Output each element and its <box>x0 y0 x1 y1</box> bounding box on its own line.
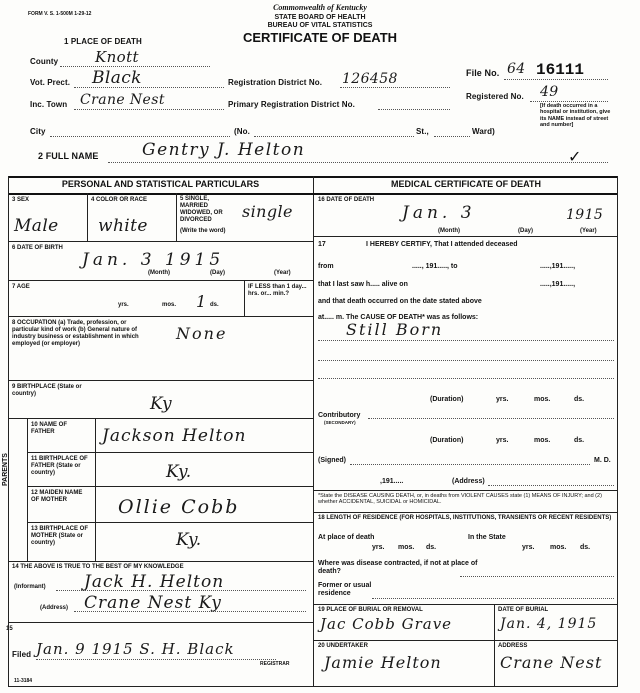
signed-date: ,191..... <box>380 478 404 485</box>
registered-no-label: Registered No. <box>466 92 524 101</box>
cause-footnote: *State the DISEASE CAUSING DEATH, or, in deaths from VIOLENT CAUSES state (1) MEANS OF INJURY; and (2) whether ACCIDENTAL, SUICIDAL or HOMICIDAL. <box>318 493 602 506</box>
duration-mos-1: mos. <box>534 396 551 403</box>
informant-statement: 14 THE ABOVE IS TRUE TO THE BEST OF MY KNOWLEDGE <box>12 564 184 570</box>
occurred-text: and that death occurred on the date stated above <box>318 298 482 305</box>
file-no-stamp: 16111 <box>536 61 585 79</box>
duration-ds-2: ds. <box>574 437 585 444</box>
full-name-label: 2 FULL NAME <box>38 151 99 161</box>
father-name-label: 10 NAME OF FATHER <box>31 422 68 435</box>
cause-text: at..... m. The CAUSE OF DEATH* was as follows: <box>318 314 479 321</box>
registered-no-value: 49 <box>540 84 559 100</box>
burial-label: 19 PLACE OF BURIAL OR REMOVAL <box>318 607 423 613</box>
burial-value: Jac Cobb Grave <box>320 615 453 633</box>
registration-district-value: 126458 <box>342 71 398 87</box>
father-birthplace-value: Ky. <box>166 462 192 482</box>
in-state-ds: ds. <box>580 544 591 551</box>
cause-value: Still Born <box>346 320 444 339</box>
signed-address-label: (Address) <box>452 478 485 485</box>
age-ds-label: ds. <box>210 302 219 308</box>
less-than-label: IF LESS than 1 day... hrs. or... min.? <box>248 284 307 297</box>
at-place-ds: ds. <box>426 544 437 551</box>
death-day-label: (Day) <box>518 228 534 234</box>
undertaker-address-label: ADDRESS <box>498 643 528 649</box>
marital-note: (Write the word) <box>180 228 226 234</box>
at-place-label: At place of death <box>318 534 375 541</box>
md-label: M. D. <box>594 457 611 464</box>
bureau-heading: BUREAU OF VITAL STATISTICS <box>267 22 373 29</box>
age-value: 1 <box>196 292 207 311</box>
city-label: City <box>30 127 46 136</box>
death-year-value: 1915 <box>566 207 604 223</box>
dob-month-label: (Month) <box>148 270 170 276</box>
in-state-label: In the State <box>468 534 506 541</box>
undertaker-address-value: Crane Nest <box>500 653 603 672</box>
death-date-value: Jan. 3 <box>402 203 476 223</box>
disease-contracted-label: Where was disease contracted, if not at place of death? <box>318 560 478 576</box>
place-of-death-label: 1 PLACE OF DEATH <box>64 37 142 46</box>
from-label: from <box>318 263 334 270</box>
signed-label: (Signed) <box>318 457 346 464</box>
registrar-label: REGISTRAR <box>260 661 290 667</box>
sex-label: 3 SEX <box>12 197 30 203</box>
residence-label: 18 LENGTH OF RESIDENCE (FOR HOSPITALS, INSTITUTIONS, TRANSIENTS OR RECENT RESIDENTS) <box>318 515 612 521</box>
father-name-value: Jackson Helton <box>102 426 247 446</box>
death-month-label: (Month) <box>438 228 460 234</box>
sex-value: Male <box>14 216 59 236</box>
at-place-yrs: yrs. <box>372 544 385 551</box>
color-label: 4 COLOR OR RACE <box>91 197 148 203</box>
age-mos-label: mos. <box>162 302 177 308</box>
color-value: white <box>98 216 148 236</box>
duration-mos-2: mos. <box>534 437 551 444</box>
last-saw-text: that I last saw h..... alive on <box>318 281 408 288</box>
personal-heading: PERSONAL AND STATISTICAL PARTICULARS <box>61 179 260 189</box>
file-no-value: 64 <box>507 61 526 77</box>
mother-name-value: Ollie Cobb <box>118 496 240 518</box>
informant-address-label: (Address) <box>40 605 69 611</box>
duration-ds-1: ds. <box>574 396 585 403</box>
duration-yrs-1: yrs. <box>496 396 509 403</box>
at-place-mos: mos. <box>398 544 415 551</box>
undertaker-label: 20 UNDERTAKER <box>318 643 368 649</box>
inc-town-label: Inc. Town <box>30 100 68 109</box>
medical-heading: MEDICAL CERTIFICATE OF DEATH <box>391 179 541 189</box>
registration-district-label: Registration District No. <box>228 78 323 87</box>
certificate-title: CERTIFICATE OF DEATH <box>242 30 398 45</box>
duration-label-2: (Duration) <box>430 437 464 444</box>
parents-side-label: PARENTS <box>2 453 9 486</box>
vot-precinct-label: Vot. Prect. <box>30 78 71 87</box>
center-divider <box>313 176 314 686</box>
death-date-label: 16 DATE OF DEATH <box>318 197 375 203</box>
secondary-label: (SECONDARY) <box>324 420 356 425</box>
hospital-note: [If death occurred in a hospital or institution, give its NAME instead of street and number] <box>540 103 611 128</box>
certify-text: I HEREBY CERTIFY, That I attended deceased <box>366 241 518 248</box>
commonwealth-heading: Commonwealth of Kentucky <box>273 3 367 12</box>
informant-label: (Informant) <box>14 584 46 590</box>
dob-year-label: (Year) <box>274 270 291 276</box>
informant-address-value: Crane Nest Ky <box>84 593 222 613</box>
no-label: (No. <box>234 127 250 136</box>
vot-precinct-value: Black <box>92 68 142 88</box>
dob-value: Jan. 3 1915 <box>82 250 225 270</box>
age-yrs-label: yrs. <box>118 302 129 308</box>
full-name-value: Gentry J. Helton <box>142 140 306 160</box>
filed-value: Jan. 9 1915 S. H. Black <box>36 640 235 658</box>
certify-number: 17 <box>318 241 326 248</box>
duration-yrs-2: yrs. <box>496 437 509 444</box>
from-dots: ....., 191....., to <box>412 263 458 270</box>
father-birthplace-label: 11 BIRTHPLACE OF FATHER (State or country) <box>31 456 88 476</box>
check-mark-icon: ✓ <box>568 149 582 166</box>
birthplace-value: Ky <box>150 394 173 414</box>
age-label: 7 AGE <box>12 284 30 290</box>
mother-birthplace-value: Ky. <box>176 530 202 550</box>
section-15-number: 15 <box>6 626 13 632</box>
in-state-mos: mos. <box>550 544 567 551</box>
burial-date-label: DATE OF BURIAL <box>498 607 549 613</box>
undertaker-value: Jamie Helton <box>324 653 442 672</box>
mother-name-label: 12 MAIDEN NAME OF MOTHER <box>31 490 83 503</box>
bottom-code: 11-3184 <box>14 678 33 684</box>
st-label: St., <box>416 127 429 136</box>
death-year-label: (Year) <box>580 228 597 234</box>
birthplace-label: 9 BIRTHPLACE (State or country) <box>12 384 82 397</box>
marital-value: single <box>242 202 293 221</box>
marital-label: 5 SINGLE, MARRIED WIDOWED, OR DIVORCED <box>180 196 223 223</box>
dob-day-label: (Day) <box>210 270 226 276</box>
occupation-label: 8 OCCUPATION (a) Trade, profession, or particular kind of work (b) General nature of industry business or establishment in which employed (or employer) <box>12 320 139 347</box>
county-label: County <box>30 57 59 66</box>
from-end: .....,191....., <box>540 263 576 270</box>
mother-birthplace-label: 13 BIRTHPLACE OF MOTHER (State or country) <box>31 526 89 546</box>
board-heading: STATE BOARD OF HEALTH <box>274 14 366 21</box>
contributory-label: Contributory <box>318 412 361 419</box>
ward-label: Ward) <box>472 127 495 136</box>
occupation-value: None <box>176 324 228 343</box>
inc-town-value: Crane Nest <box>80 92 165 108</box>
last-saw-end: .....,191....., <box>540 281 576 288</box>
former-residence-label: Former or usual residence <box>318 582 372 598</box>
file-no-label: File No. <box>466 68 500 78</box>
informant-value: Jack H. Helton <box>84 572 225 592</box>
burial-date-value: Jan. 4, 1915 <box>500 616 598 632</box>
dob-label: 6 DATE OF BIRTH <box>12 245 63 251</box>
duration-label-1: (Duration) <box>430 396 464 403</box>
filed-label: Filed <box>12 650 32 659</box>
county-value: Knott <box>95 48 139 66</box>
primary-district-label: Primary Registration District No. <box>228 100 355 109</box>
in-state-yrs: yrs. <box>522 544 535 551</box>
form-code: FORM V. S. 1-500M 1-29-12 <box>28 11 92 17</box>
